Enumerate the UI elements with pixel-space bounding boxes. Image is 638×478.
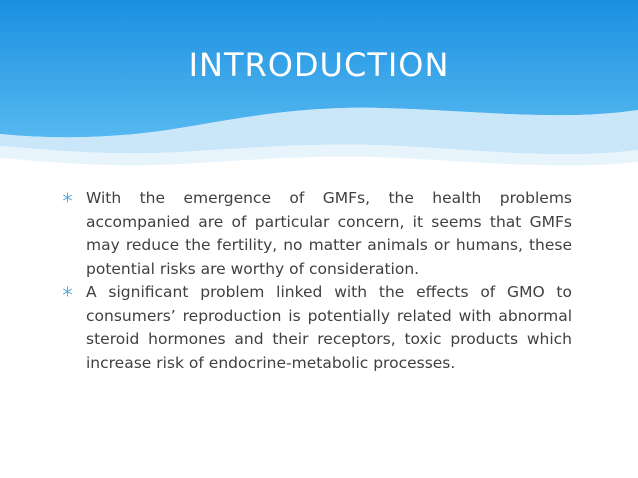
bullet-text: With the emergence of GMFs, the health problems accompanied are of particular concern, it seems that GMFs may reduce the fertility, no matter animals or humans, these potential risks are worthy of consideration. [86,189,572,278]
bullet-text: A significant problem linked with the effects of GMO to consumers’ reproduction is potentially related with abnormal steroid hormones and their receptors, toxic products which increase risk of endocrine-metabolic processes. [86,283,572,372]
bullet-item [62,187,572,281]
slide-title: INTRODUCTION [188,46,450,84]
header-wave-band [0,0,638,180]
bullet-list [62,187,572,375]
asterisk-icon [62,192,73,203]
asterisk-icon [62,286,73,297]
bullet-item [62,281,572,375]
